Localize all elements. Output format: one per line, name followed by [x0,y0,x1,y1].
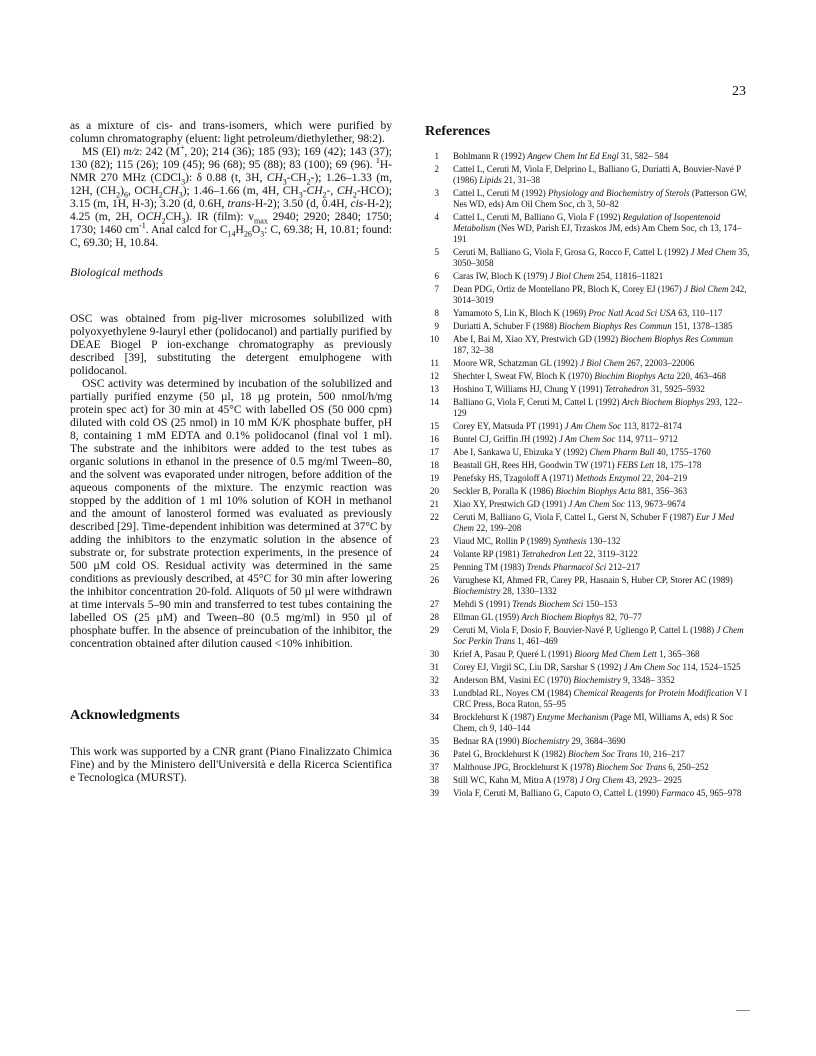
reference-item [425,460,750,471]
reference-number: 24 [430,549,439,559]
reference-item [425,762,750,773]
reference-authors: Volante RP (1981) [453,549,522,559]
reference-details: 114, 9711– 9712 [615,434,678,444]
reference-authors: Ellman GL (1959) [453,612,522,622]
reference-number: 34 [430,712,439,722]
reference-item [425,247,750,269]
reference-details: 150–153 [583,599,618,609]
reference-journal: Arch Biochem Biophys [621,397,704,407]
reference-details: 6, 250–252 [666,762,709,772]
reference-number: 26 [430,575,439,585]
paragraph-spectra: MS (EI) m/z: 242 (M+, 20); 214 (36); 185 (93); 169 (42); 143 (37); 130 (82); 115 (26); 109 (45); 96 (68); 95 (88); 83 (100); 69 (96). $^1$H-NMR 270 MHz (CDCl$_3$): δ 0.88 (t, 3H, $CH_3-CH_2-$); 1.26–1.33 (m, 12H, $(CH_2)_6$, $OCH_2CH_3$); 1.46–1.66 (m, 4H, $CH_3-CH_2-$, $CH_2-HCO$); 3.15 (m, 1H, H-3); 3.20 (d, 0.6H, trans-H-2); 3.50 (d, 0.4H, cis-H-2); 4.25 (m, 2H, $OCH_2CH_3$). IR (film): $v_{max}$ 2940; 2920; 2840; 1750; 1730; 1460 $cm^{-1}$. Anal calcd for $C_{14}H_{26}O_3$: C, 69.38; H, 10.81; found: C, 69.30; H, 10.84. [70,143,393,249]
reference-number: 39 [430,788,439,798]
reference-item [425,712,750,734]
reference-item [425,512,750,534]
reference-item [425,334,750,356]
reference-journal: Chemical Reagents for Protein Modification [573,688,734,698]
reference-number: 17 [430,447,439,457]
reference-list [425,151,750,799]
reference-authors: Still WC, Kahn M, Mitra A (1978) [453,775,580,785]
reference-item [425,662,750,673]
reference-item [425,599,750,610]
reference-number: 8 [434,308,439,318]
reference-details: 187, 32–38 [453,345,494,355]
reference-number: 15 [430,421,439,431]
reference-details: 9, 3348– 3352 [620,675,675,685]
reference-details: 1, 365–368 [656,649,700,659]
reference-details: 130–132 [586,536,621,546]
reference-number: 22 [430,512,439,522]
reference-number: 29 [430,625,439,635]
reference-item [425,358,750,369]
reference-journal: Chem Pharm Bull [589,447,655,457]
reference-authors: Viaud MC, Rollin P (1989) [453,536,554,546]
reference-item [425,499,750,510]
reference-details: 63, 110–117 [675,308,723,318]
reference-details: 29, 3684–3690 [569,736,626,746]
reference-journal: J Chem Soc Perkin Trans [453,625,744,646]
reference-number: 23 [430,536,439,546]
reference-journal: Biochim Biophys Acta [594,371,675,381]
reference-authors: Duriatti A, Schuber F (1988) [453,321,559,331]
reference-item [425,536,750,547]
reference-number: 9 [434,321,439,331]
reference-authors: Krief A, Pasau P, Queré L (1991) [453,649,575,659]
reference-journal: Trends Biochem Sci [512,599,584,609]
reference-details: 220, 463–468 [674,371,726,381]
reference-journal: Biochem Soc Trans [596,762,666,772]
reference-item [425,549,750,560]
reference-details: 18, 175–178 [654,460,702,470]
page-corner-mark [736,1010,750,1011]
reference-authors: Patel G, Brocklehurst K (1982) [453,749,568,759]
reference-authors: Varughese KI, Ahmed FR, Carey PR, Hasnain S, Huber CP, Storer AC (1989) [453,575,733,585]
reference-authors: Cattel L, Ceruti M (1992) [453,188,548,198]
reference-journal: J Am Chem Soc [623,662,681,672]
reference-item [425,688,750,710]
reference-journal: J Org Chem [579,775,624,785]
reference-number: 21 [430,499,439,509]
reference-authors: Penefsky HS, Tzagoloff A (1971) [453,473,576,483]
reference-authors: Cattel L, Ceruti M, Viola F, Delprino L, Balliano G, Duriatti A, Bouvier-Navé P (1986) [453,164,741,185]
reference-authors: Shechter I, Sweat FW, Bloch K (1970) [453,371,595,381]
reference-journal: Angew Chem Int Ed Engl [527,151,619,161]
reference-details: 22, 204–219 [639,473,688,483]
reference-item [425,775,750,786]
reference-number: 2 [434,164,439,174]
reference-details: 10, 216–217 [637,749,685,759]
reference-item [425,575,750,597]
reference-number: 28 [430,612,439,622]
reference-authors: Buntel CJ, Griffin JH (1992) [453,434,559,444]
reference-number: 10 [430,334,439,344]
reference-item [425,749,750,760]
reference-details: 114, 1524–1525 [680,662,741,672]
references-column [425,124,750,801]
reference-details: 35, 3050–3058 [453,247,750,268]
reference-item [425,675,750,686]
page-number: 23 [732,84,746,99]
reference-journal: Eur J Med Chem [453,512,735,533]
reference-journal: J Am Chem Soc [564,421,622,431]
reference-authors: Corey EJ, Virgil SC, Liu DR, Sarshar S (1992) [453,662,624,672]
reference-authors: Bednar RA (1990) [453,736,522,746]
reference-journal: Methods Enzymol [575,473,640,483]
reference-number: 38 [430,775,439,785]
reference-number: 14 [430,397,439,407]
reference-details: 21, 31–38 [501,175,541,185]
reference-number: 33 [430,688,439,698]
reference-details: (Patterson GW, Nes WD, eds) Am Oil Chem Soc, ch 3, 50–82 [453,188,748,209]
left-column [70,120,392,785]
reference-details: 82, 70–77 [603,612,642,622]
reference-journal: Proc Natl Acad Sci USA [588,308,676,318]
reference-number: 35 [430,736,439,746]
reference-authors: Anderson BM, Vasini EC (1970) [453,675,574,685]
reference-details: 1, 461–469 [515,636,558,646]
reference-authors: Corey EY, Matsuda PT (1991) [453,421,565,431]
reference-authors: Lundblad RL, Noyes CM (1984) [453,688,574,698]
reference-authors: Abe I, Sankawa U, Ebizuka Y (1992) [453,447,590,457]
reference-number: 7 [434,284,439,294]
reference-journal: J Biol Chem [549,271,595,281]
reference-journal: Arch Biochem Biophys [521,612,604,622]
reference-item [425,447,750,458]
reference-journal: Biochemistry [453,586,501,596]
paragraph-osc-preparation: OSC was obtained from pig-liver microsomes solubilized with polyoxyethylene 9-lauryl ether (polidocanol) and partially purified by DEAE Biogel P ion-exchange chromatography as previously described [39], substituting the detergent emulphogene with polidocanol. [70,313,392,377]
reference-journal: Regulation of Isopentenoid Metabolism [453,212,721,233]
reference-journal: Biochem Soc Trans [567,749,638,759]
reference-journal: Tetrahedron [604,384,649,394]
reference-journal: Tetrahedron Lett [521,549,582,559]
reference-authors: Seckler B, Poralla K (1986) [453,486,556,496]
reference-number: 30 [430,649,439,659]
reference-journal: J Med Chem [690,247,736,257]
reference-details: 212–217 [606,562,641,572]
reference-item [425,788,750,799]
reference-journal: Lipids [479,175,502,185]
reference-number: 11 [430,358,439,368]
reference-number: 6 [434,271,439,281]
reference-journal: Biochim Biophys Acta [555,486,636,496]
paragraph-acknowledgments: This work was supported by a CNR grant (Piano Finalizzato Chimica Fine) and by the Ministero dell'Università e della Ricerca Scientifica e Tecnologica (MURST). [70,746,392,784]
reference-authors: Malthouse JPG, Brocklehurst K (1978) [453,762,597,772]
reference-details: 293, 122–129 [453,397,743,418]
reference-item [425,384,750,395]
section-title-biological-methods: Biological methods [70,265,163,279]
reference-details: 43, 2923– 2925 [623,775,682,785]
reference-number: 36 [430,749,439,759]
reference-authors: Yamamoto S, Lin K, Bloch K (1969) [453,308,589,318]
reference-item [425,321,750,332]
reference-journal: FEBS Lett [616,460,655,470]
reference-authors: Balliano G, Viola F, Ceruti M, Cattel L (1992) [453,397,622,407]
reference-journal: J Biol Chem [683,284,729,294]
reference-details: (Page MI, Williams A, eds) R Soc Chem, ch 9, 140–144 [453,712,734,733]
reference-authors: Ceruti M, Balliano G, Viola F, Cattel L, Gerst N, Schuber F (1987) [453,512,697,522]
reference-details: 45, 965–978 [694,788,742,798]
reference-details: 31, 5925–5932 [648,384,705,394]
reference-item [425,434,750,445]
reference-journal: Synthesis [553,536,587,546]
reference-journal: Farmaco [661,788,695,798]
reference-number: 16 [430,434,439,444]
reference-item [425,271,750,282]
paragraph-osc-activity: OSC activity was determined by incubation of the solubilized and partially purified enzyme (50 µl, 18 µg protein, 500 nmol/h/mg protein spec act) for 30 min at 45°C with labelled OS (50 000 cpm) diluted with cold OS (25 nmol) in 10 mM K/K phosphate buffer, pH 8, containing 1 mM EDTA and 0.1% polidocanol (final vol 1 ml). The substrate and the inhibitors were added to the test tubes as organic solutions in ethanol in the presence of 0.5 mg/ml Tween–80, and the solvent was evaporated under nitrogen, before addition of the aqueous components of the mixture. The enzymic reaction was stopped by the addition of 1 ml 10% solution of KOH in methanol and the amount of lanosterol formed was evaluated as previously described [29]. Time-dependent inhibition was determined at 37°C by adding the inhibitors to the enzymatic solution in the absence of substrate or, for substrate protection experiments, in the presence of 500 µM cold OS. Residual activity was determined in the same conditions as previously described, at 45°C for 30 min after lowering the inhibitor concentration 20-fold. Aliquots of 50 µl were withdrawn at time intervals 5–90 min and transferred to test tubes containing the labelled OS (25 µM) and Tween–80 (0.5 mg/ml) in 950 µl of phosphate buffer. In the absence of preincubation of the inhibitor, the concentration obtained after dilution caused <10% inhibition. [70,378,392,650]
reference-details: 113, 8172–8174 [621,421,682,431]
reference-authors: Beastall GH, Rees HH, Goodwin TW (1971) [453,460,617,470]
reference-details: 22, 199–208 [474,523,522,533]
reference-authors: Ceruti M, Balliano G, Viola F, Grosa G, Rocco F, Cattel L (1992) [453,247,691,257]
reference-authors: Hoshino T, Williams HJ, Chung Y (1991) [453,384,605,394]
reference-number: 37 [430,762,439,772]
reference-journal: Enzyme Mechanism [536,712,609,722]
reference-details: (Nes WD, Parish EJ, Trzaskos JM, eds) Am Chem Soc, ch 13, 174–191 [453,223,742,244]
reference-authors: Viola F, Ceruti M, Balliano G, Caputo O, Cattel L (1990) [453,788,662,798]
reference-journal: J Am Chem Soc [568,499,625,509]
reference-item [425,473,750,484]
reference-number: 4 [434,212,439,222]
reference-authors: Penning TM (1983) [453,562,527,572]
reference-authors: Caras IW, Bloch K (1979) [453,271,550,281]
reference-item [425,562,750,573]
reference-authors: Dean PDG, Ortiz de Montellano PR, Bloch K, Corey EJ (1967) [453,284,684,294]
reference-details: 242, 3014–3019 [453,284,747,305]
reference-details: 254, 11816–11821 [594,271,664,281]
reference-item [425,649,750,660]
reference-authors: Ceruti M, Viola F, Dosio F, Bouvier-Navé P, Ugliengo P, Cattel L (1988) [453,625,717,635]
reference-item [425,308,750,319]
reference-authors: Mehdi S (1991) [453,599,513,609]
reference-item [425,397,750,419]
reference-number: 27 [430,599,439,609]
reference-details: 40, 1755–1760 [654,447,711,457]
reference-number: 1 [434,151,439,161]
reference-number: 25 [430,562,439,572]
reference-authors: Xiao XY, Prestwich GD (1991) [453,499,569,509]
reference-details: 151, 1378–1385 [671,321,733,331]
reference-details: 31, 582– 584 [618,151,669,161]
reference-details: V I CRC Press, Boca Raton, 55–95 [453,688,748,709]
reference-authors: Cattel L, Ceruti M, Balliano G, Viola F (1992) [453,212,623,222]
reference-item [425,371,750,382]
reference-journal: Bioorg Med Chem Lett [574,649,657,659]
reference-authors: Bohlmann R (1992) [453,151,528,161]
reference-journal: Biochemistry [573,675,621,685]
reference-number: 31 [430,662,439,672]
reference-authors: Abe I, Bai M, Xiao XY, Prestwich GD (1992) [453,334,621,344]
reference-details: 881, 356–363 [635,486,688,496]
reference-journal: J Biol Chem [579,358,625,368]
reference-item [425,612,750,623]
reference-item [425,284,750,306]
reference-journal: Trends Pharmacol Sci [526,562,607,572]
reference-item [425,625,750,647]
reference-item [425,151,750,162]
reference-journal: Biochemistry [521,736,570,746]
reference-number: 20 [430,486,439,496]
reference-journal: Biochem Biophys Res Commun [620,334,734,344]
reference-authors: Brocklehurst K (1987) [453,712,537,722]
reference-details: 28, 1330–1332 [500,586,557,596]
section-title-acknowledgments: Acknowledgments [70,708,180,723]
paragraph-isomers: as a mixture of cis- and trans-isomers, which were purified by column chromatography (eluent: light petroleum/diethylether, 98:2). [70,120,392,145]
reference-item [425,421,750,432]
reference-authors: Moore WR, Schatzman GL (1992) [453,358,580,368]
reference-item [425,736,750,747]
reference-number: 32 [430,675,439,685]
reference-number: 12 [430,371,439,381]
reference-details: 22, 3119–3122 [581,549,638,559]
reference-details: 267, 22003–22006 [624,358,695,368]
reference-number: 19 [430,473,439,483]
reference-journal: J Am Chem Soc [558,434,616,444]
reference-journal: Physiology and Biochemistry of Sterols [547,188,690,198]
reference-number: 13 [430,384,439,394]
reference-number: 3 [434,188,439,198]
reference-item [425,486,750,497]
section-title-references: References [425,124,491,139]
reference-number: 18 [430,460,439,470]
reference-item [425,212,750,245]
reference-item [425,188,750,210]
reference-number: 5 [434,247,439,257]
reference-item [425,164,750,186]
reference-journal: Biochem Biophys Res Commun [559,321,672,331]
reference-details: 113, 9673–9674 [624,499,686,509]
